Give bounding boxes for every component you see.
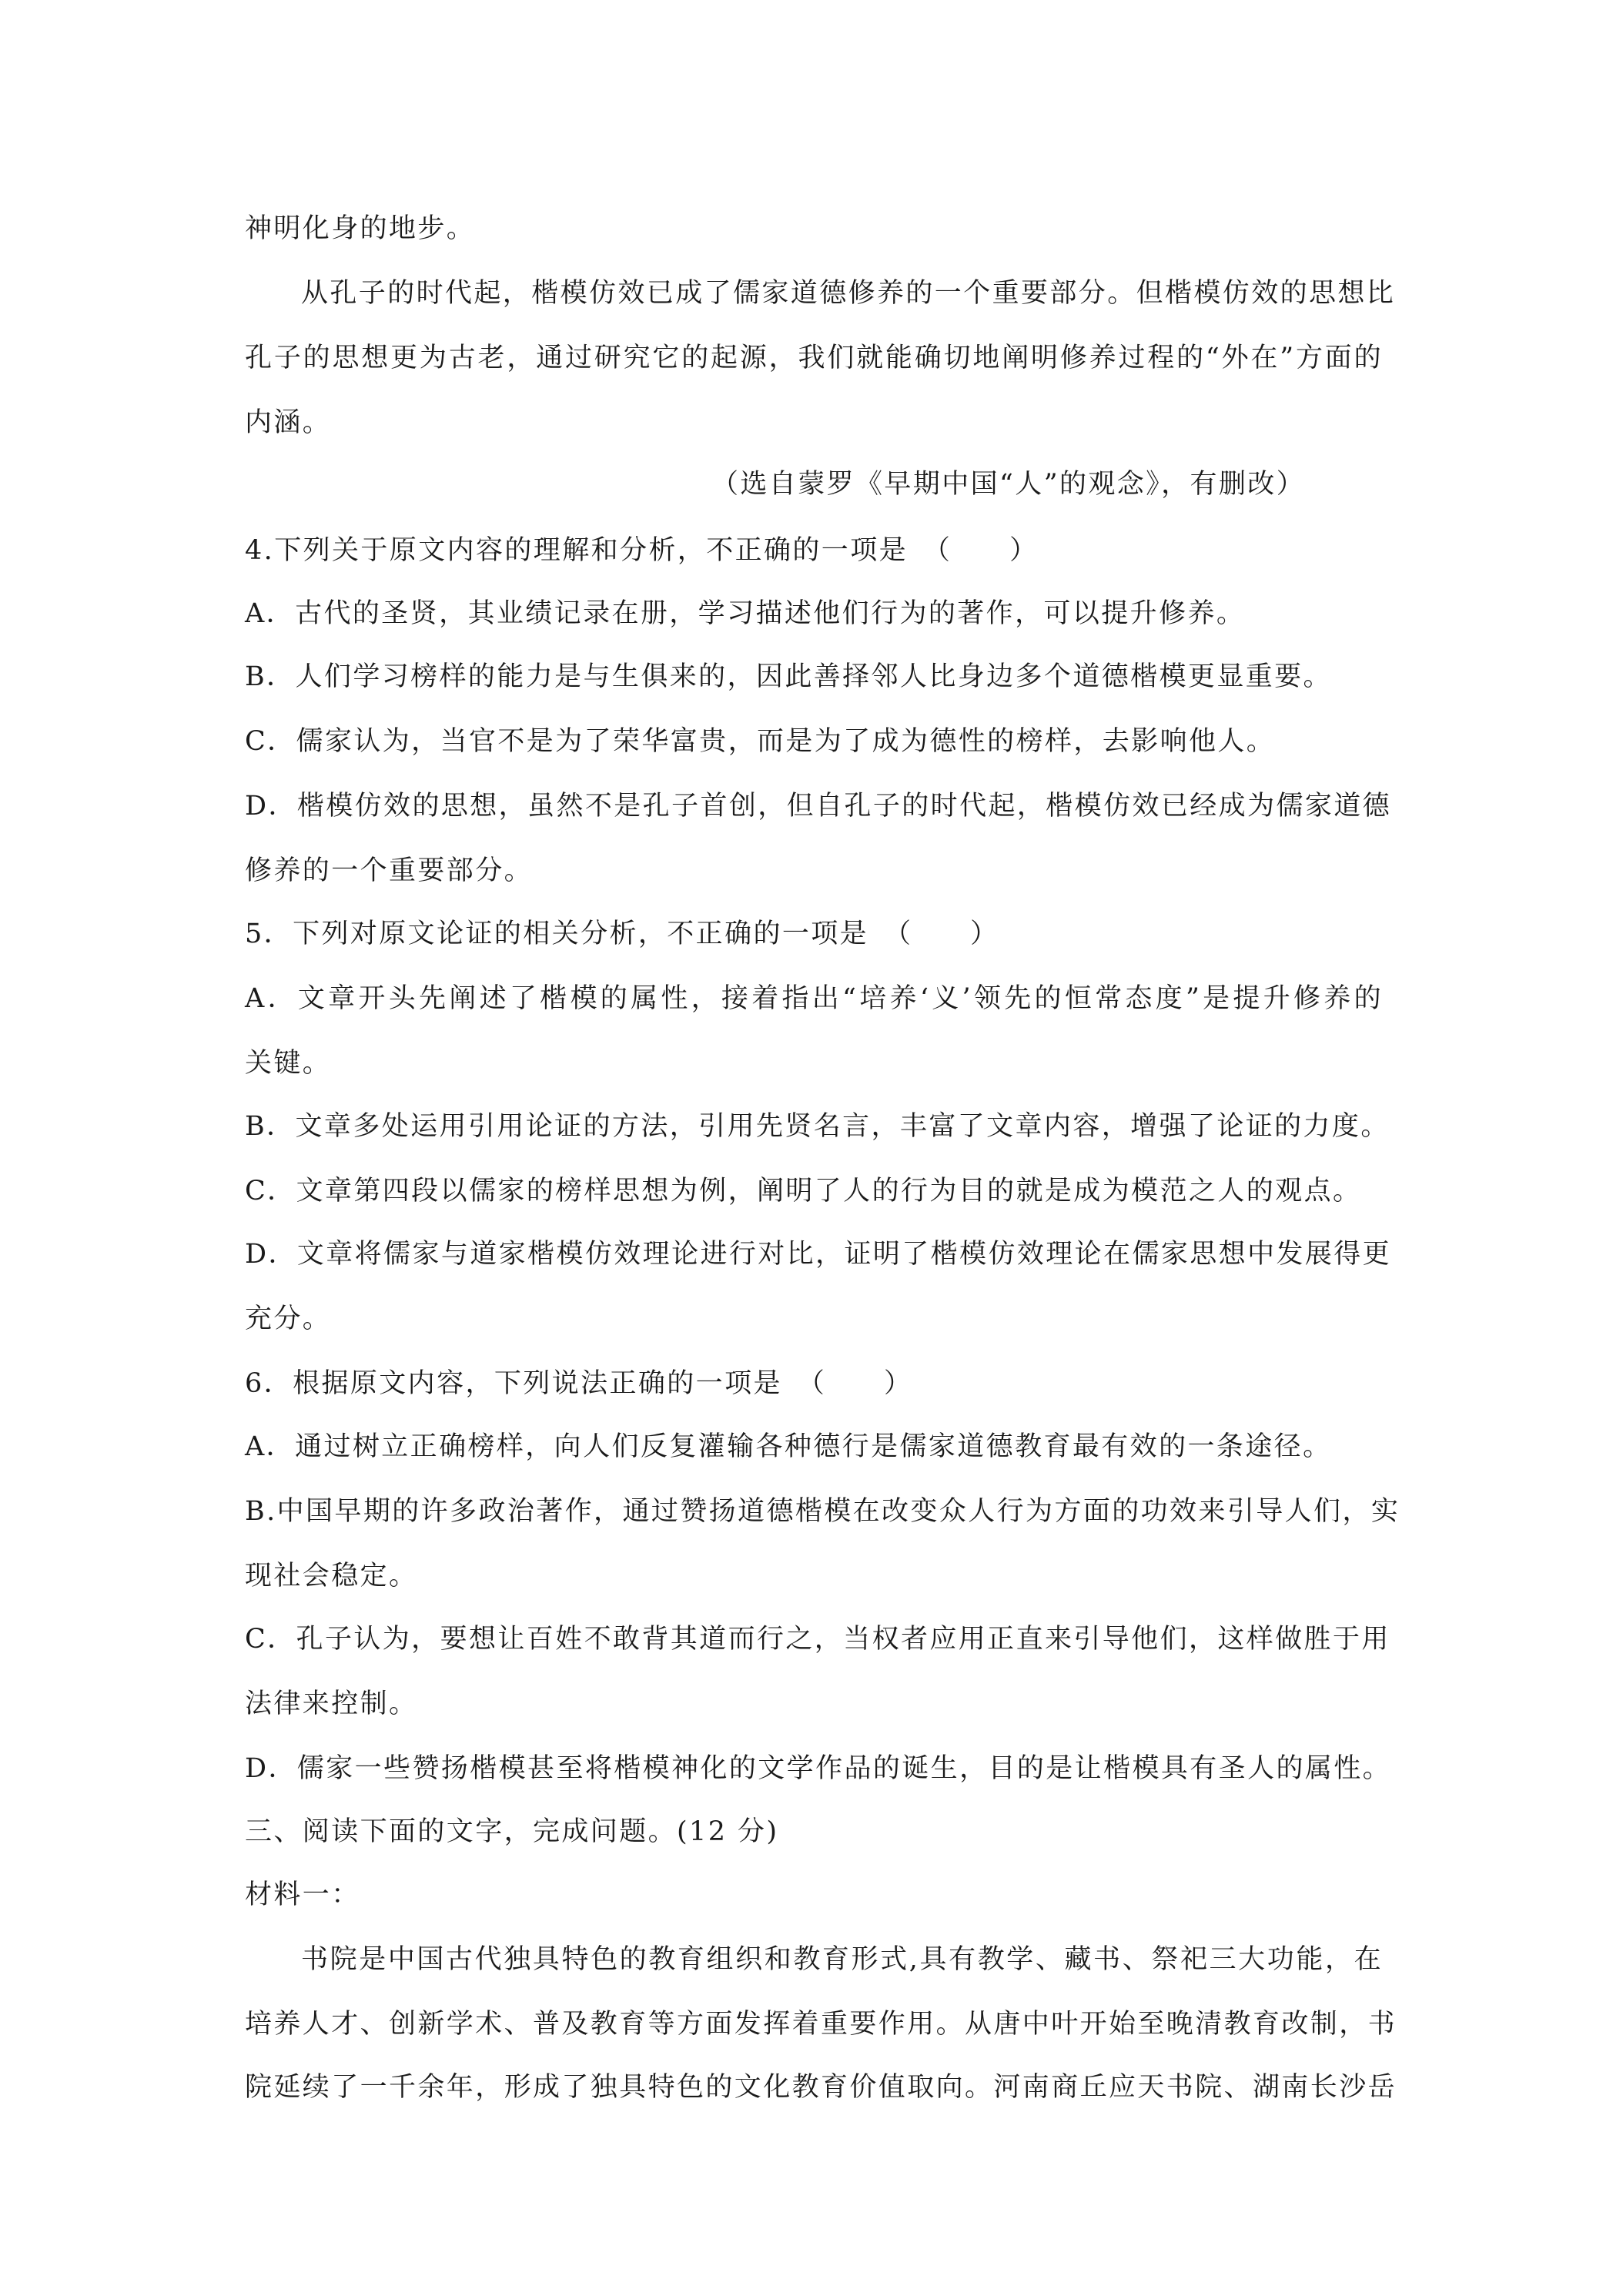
question-5-option-d: D．文章将儒家与道家楷模仿效理论进行对比，证明了楷模仿效理论在儒家思想中发展得更 — [245, 1239, 1392, 1270]
question-4-option-d-cont: 修养的一个重要部分。 — [245, 855, 534, 886]
paragraph-line: 从孔子的时代起，楷模仿效已成了儒家道德修养的一个重要部分。但楷模仿效的思想比 — [301, 278, 1396, 309]
question-4-stem: 4.下列关于原文内容的理解和分析，不正确的一项是 （ ） — [245, 535, 1039, 566]
question-6-option-c: C．孔子认为，要想让百姓不敢背其道而行之，当权者应用正直来引导他们，这样做胜于用 — [245, 1624, 1390, 1655]
question-5-option-a-cont: 关键。 — [245, 1048, 332, 1079]
question-5-option-c: C．文章第四段以儒家的榜样思想为例，阐明了人的行为目的就是成为模范之人的观点。 — [245, 1176, 1362, 1207]
question-4-option-d: D．楷模仿效的思想，虽然不是孔子首创，但自孔子的时代起，楷模仿效已经成为儒家道德 — [245, 791, 1392, 822]
material-1-label: 材料一： — [245, 1879, 360, 1910]
question-5-option-a: A．文章开头先阐述了楷模的属性，接着指出“培养‘义’领先的恒常态度”是提升修养的 — [245, 983, 1383, 1014]
question-4-option-a: A．古代的圣贤，其业绩记录在册，学习描述他们行为的著作，可以提升修养。 — [245, 598, 1246, 629]
question-6-option-d: D．儒家一些赞扬楷模甚至将楷模神化的文学作品的诞生，目的是让楷模具有圣人的属性。 — [245, 1753, 1392, 1784]
question-6-stem: 6．根据原文内容，下列说法正确的一项是 （ ） — [245, 1368, 913, 1399]
question-6-option-b-cont: 现社会稳定。 — [245, 1561, 418, 1591]
question-4-option-b: B．人们学习榜样的能力是与生俱来的，因此善择邻人比身边多个道德楷模更显重要。 — [245, 661, 1332, 692]
question-4-option-c: C．儒家认为，当官不是为了荣华富贵，而是为了成为德性的榜样，去影响他人。 — [245, 726, 1276, 757]
question-5-stem: 5．下列对原文论证的相关分析，不正确的一项是 （ ） — [245, 919, 999, 949]
question-6-option-c-cont: 法律来控制。 — [245, 1689, 418, 1719]
paragraph-line: 孔子的思想更为古老，通过研究它的起源，我们就能确切地阐明修养过程的“外在”方面的 — [245, 343, 1383, 373]
source-citation: （选自蒙罗《早期中国“人”的观念》，有删改） — [711, 469, 1306, 500]
paragraph-line: 书院是中国古代独具特色的教育组织和教育形式,具有教学、藏书、祭祀三大功能，在 — [301, 1944, 1383, 1975]
text-line: 神明化身的地步。 — [245, 213, 476, 244]
paragraph-line: 内涵。 — [245, 407, 332, 438]
question-5-option-d-cont: 充分。 — [245, 1304, 332, 1334]
question-5-option-b: B．文章多处运用引用论证的方法，引用先贤名言，丰富了文章内容，增强了论证的力度。 — [245, 1111, 1390, 1142]
section-3-heading: 三、阅读下面的文字，完成问题。(12 分) — [245, 1816, 779, 1847]
question-6-option-b: B.中国早期的许多政治著作，通过赞扬道德楷模在改变众人行为方面的功效来引导人们，实 — [245, 1496, 1400, 1527]
paragraph-line: 培养人才、创新学术、普及教育等方面发挥着重要作用。从唐中叶开始至晚清教育改制，书 — [245, 2009, 1397, 2040]
question-6-option-a: A．通过树立正确榜样，向人们反复灌输各种德行是儒家道德教育最有效的一条途径。 — [245, 1431, 1332, 1462]
paragraph-line: 院延续了一千余年，形成了独具特色的文化教育价值取向。河南商丘应天书院、湖南长沙岳 — [245, 2072, 1397, 2103]
